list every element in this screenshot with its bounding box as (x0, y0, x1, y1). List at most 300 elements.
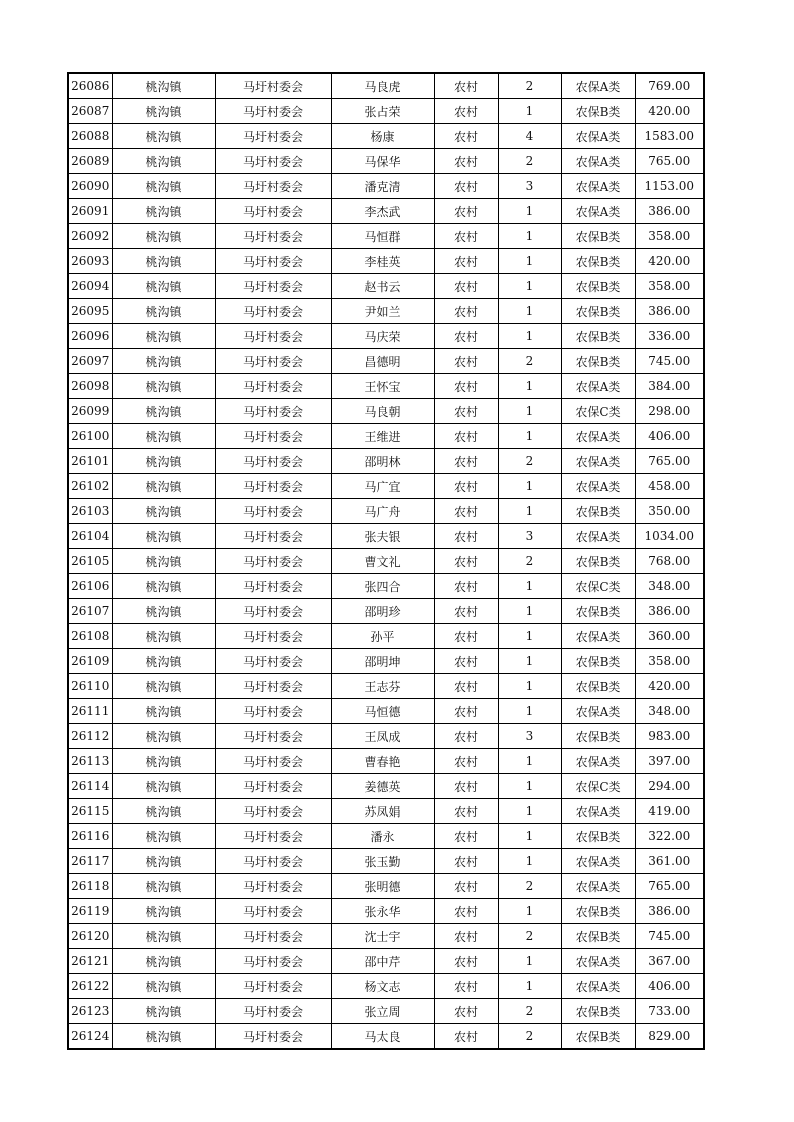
insurance-class-cell: 农保B类 (561, 649, 635, 674)
row-id-cell: 26115 (68, 799, 112, 824)
area-type-cell: 农村 (434, 724, 498, 749)
village-cell: 马圩村委会 (215, 149, 331, 174)
village-cell: 马圩村委会 (215, 99, 331, 124)
row-id-cell: 26089 (68, 149, 112, 174)
amount-cell: 733.00 (635, 999, 704, 1024)
village-cell: 马圩村委会 (215, 73, 331, 99)
person-name-cell: 潘永 (331, 824, 434, 849)
row-id-cell: 26116 (68, 824, 112, 849)
row-id-cell: 26088 (68, 124, 112, 149)
table-row (68, 899, 704, 924)
household-count-cell: 1 (498, 299, 561, 324)
insurance-class-cell: 农保B类 (561, 824, 635, 849)
town-cell: 桃沟镇 (112, 724, 215, 749)
village-cell: 马圩村委会 (215, 674, 331, 699)
household-count-cell: 2 (498, 349, 561, 374)
row-id-cell: 26109 (68, 649, 112, 674)
row-id-cell: 26118 (68, 874, 112, 899)
amount-cell: 768.00 (635, 549, 704, 574)
insurance-class-cell: 农保A类 (561, 374, 635, 399)
town-cell: 桃沟镇 (112, 349, 215, 374)
town-cell: 桃沟镇 (112, 1024, 215, 1050)
person-name-cell: 张玉勤 (331, 849, 434, 874)
person-name-cell: 张立周 (331, 999, 434, 1024)
row-id-cell: 26099 (68, 399, 112, 424)
household-count-cell: 3 (498, 524, 561, 549)
amount-cell: 765.00 (635, 449, 704, 474)
area-type-cell: 农村 (434, 749, 498, 774)
village-cell: 马圩村委会 (215, 424, 331, 449)
town-cell: 桃沟镇 (112, 924, 215, 949)
row-id-cell: 26117 (68, 849, 112, 874)
area-type-cell: 农村 (434, 824, 498, 849)
village-cell: 马圩村委会 (215, 924, 331, 949)
amount-cell: 420.00 (635, 674, 704, 699)
town-cell: 桃沟镇 (112, 524, 215, 549)
person-name-cell: 马恒群 (331, 224, 434, 249)
area-type-cell: 农村 (434, 774, 498, 799)
town-cell: 桃沟镇 (112, 899, 215, 924)
household-count-cell: 3 (498, 724, 561, 749)
table-row (68, 574, 704, 599)
person-name-cell: 李桂英 (331, 249, 434, 274)
insurance-class-cell: 农保B类 (561, 349, 635, 374)
household-count-cell: 1 (498, 424, 561, 449)
insurance-class-cell: 农保A类 (561, 124, 635, 149)
row-id-cell: 26097 (68, 349, 112, 374)
village-cell: 马圩村委会 (215, 374, 331, 399)
person-name-cell: 曹文礼 (331, 549, 434, 574)
person-name-cell: 杨康 (331, 124, 434, 149)
household-count-cell: 1 (498, 949, 561, 974)
table-row (68, 549, 704, 574)
amount-cell: 745.00 (635, 924, 704, 949)
table-row (68, 799, 704, 824)
household-count-cell: 1 (498, 699, 561, 724)
household-count-cell: 1 (498, 99, 561, 124)
row-id-cell: 26087 (68, 99, 112, 124)
area-type-cell: 农村 (434, 799, 498, 824)
household-count-cell: 1 (498, 824, 561, 849)
area-type-cell: 农村 (434, 224, 498, 249)
row-id-cell: 26122 (68, 974, 112, 999)
insurance-class-cell: 农保B类 (561, 274, 635, 299)
table-row (68, 599, 704, 624)
person-name-cell: 王怀宝 (331, 374, 434, 399)
town-cell: 桃沟镇 (112, 849, 215, 874)
town-cell: 桃沟镇 (112, 99, 215, 124)
row-id-cell: 26090 (68, 174, 112, 199)
village-cell: 马圩村委会 (215, 599, 331, 624)
village-cell: 马圩村委会 (215, 199, 331, 224)
table-row (68, 749, 704, 774)
town-cell: 桃沟镇 (112, 399, 215, 424)
area-type-cell: 农村 (434, 199, 498, 224)
town-cell: 桃沟镇 (112, 674, 215, 699)
town-cell: 桃沟镇 (112, 374, 215, 399)
village-cell: 马圩村委会 (215, 324, 331, 349)
table-row (68, 724, 704, 749)
insurance-class-cell: 农保A类 (561, 474, 635, 499)
area-type-cell: 农村 (434, 174, 498, 199)
household-count-cell: 1 (498, 774, 561, 799)
table-row (68, 849, 704, 874)
amount-cell: 420.00 (635, 249, 704, 274)
insurance-class-cell: 农保A类 (561, 749, 635, 774)
amount-cell: 360.00 (635, 624, 704, 649)
person-name-cell: 马良虎 (331, 73, 434, 99)
amount-cell: 367.00 (635, 949, 704, 974)
village-cell: 马圩村委会 (215, 174, 331, 199)
insurance-class-cell: 农保B类 (561, 249, 635, 274)
insurance-class-cell: 农保B类 (561, 224, 635, 249)
area-type-cell: 农村 (434, 474, 498, 499)
town-cell: 桃沟镇 (112, 249, 215, 274)
town-cell: 桃沟镇 (112, 73, 215, 99)
table-row (68, 324, 704, 349)
village-cell: 马圩村委会 (215, 724, 331, 749)
town-cell: 桃沟镇 (112, 699, 215, 724)
village-cell: 马圩村委会 (215, 274, 331, 299)
row-id-cell: 26086 (68, 73, 112, 99)
table-row (68, 199, 704, 224)
person-name-cell: 尹如兰 (331, 299, 434, 324)
village-cell: 马圩村委会 (215, 524, 331, 549)
person-name-cell: 杨文志 (331, 974, 434, 999)
amount-cell: 348.00 (635, 699, 704, 724)
insurance-class-cell: 农保B类 (561, 299, 635, 324)
insurance-class-cell: 农保B类 (561, 899, 635, 924)
person-name-cell: 王维进 (331, 424, 434, 449)
table-row (68, 174, 704, 199)
insurance-class-cell: 农保A类 (561, 424, 635, 449)
village-cell: 马圩村委会 (215, 899, 331, 924)
insurance-class-cell: 农保B类 (561, 924, 635, 949)
household-count-cell: 1 (498, 849, 561, 874)
insurance-class-cell: 农保B类 (561, 1024, 635, 1050)
town-cell: 桃沟镇 (112, 574, 215, 599)
area-type-cell: 农村 (434, 374, 498, 399)
town-cell: 桃沟镇 (112, 824, 215, 849)
town-cell: 桃沟镇 (112, 124, 215, 149)
village-cell: 马圩村委会 (215, 774, 331, 799)
household-count-cell: 1 (498, 599, 561, 624)
insurance-class-cell: 农保A类 (561, 449, 635, 474)
person-name-cell: 张四合 (331, 574, 434, 599)
amount-cell: 765.00 (635, 874, 704, 899)
area-type-cell: 农村 (434, 649, 498, 674)
town-cell: 桃沟镇 (112, 474, 215, 499)
village-cell: 马圩村委会 (215, 649, 331, 674)
insurance-class-cell: 农保A类 (561, 199, 635, 224)
table-row (68, 73, 704, 99)
person-name-cell: 潘克清 (331, 174, 434, 199)
person-name-cell: 王凤成 (331, 724, 434, 749)
insurance-class-cell: 农保B类 (561, 999, 635, 1024)
town-cell: 桃沟镇 (112, 299, 215, 324)
amount-cell: 829.00 (635, 1024, 704, 1050)
household-count-cell: 2 (498, 449, 561, 474)
area-type-cell: 农村 (434, 874, 498, 899)
amount-cell: 298.00 (635, 399, 704, 424)
row-id-cell: 26096 (68, 324, 112, 349)
household-count-cell: 1 (498, 624, 561, 649)
amount-cell: 358.00 (635, 224, 704, 249)
village-cell: 马圩村委会 (215, 974, 331, 999)
table-row (68, 624, 704, 649)
row-id-cell: 26113 (68, 749, 112, 774)
row-id-cell: 26105 (68, 549, 112, 574)
amount-cell: 386.00 (635, 599, 704, 624)
amount-cell: 406.00 (635, 424, 704, 449)
amount-cell: 384.00 (635, 374, 704, 399)
insurance-class-cell: 农保B类 (561, 499, 635, 524)
town-cell: 桃沟镇 (112, 324, 215, 349)
insurance-class-cell: 农保A类 (561, 174, 635, 199)
person-name-cell: 邵明林 (331, 449, 434, 474)
household-count-cell: 2 (498, 999, 561, 1024)
insurance-class-cell: 农保B类 (561, 99, 635, 124)
village-cell: 马圩村委会 (215, 499, 331, 524)
area-type-cell: 农村 (434, 599, 498, 624)
area-type-cell: 农村 (434, 99, 498, 124)
household-count-cell: 1 (498, 574, 561, 599)
town-cell: 桃沟镇 (112, 649, 215, 674)
town-cell: 桃沟镇 (112, 949, 215, 974)
insurance-class-cell: 农保A类 (561, 849, 635, 874)
household-count-cell: 1 (498, 374, 561, 399)
town-cell: 桃沟镇 (112, 499, 215, 524)
insurance-class-cell: 农保A类 (561, 73, 635, 99)
insurance-class-cell: 农保A类 (561, 699, 635, 724)
area-type-cell: 农村 (434, 424, 498, 449)
insurance-class-cell: 农保A类 (561, 949, 635, 974)
area-type-cell: 农村 (434, 299, 498, 324)
person-name-cell: 姜德英 (331, 774, 434, 799)
table-row (68, 374, 704, 399)
town-cell: 桃沟镇 (112, 549, 215, 574)
person-name-cell: 马恒德 (331, 699, 434, 724)
row-id-cell: 26123 (68, 999, 112, 1024)
amount-cell: 386.00 (635, 899, 704, 924)
town-cell: 桃沟镇 (112, 274, 215, 299)
household-count-cell: 1 (498, 749, 561, 774)
table-row (68, 674, 704, 699)
row-id-cell: 26103 (68, 499, 112, 524)
amount-cell: 769.00 (635, 73, 704, 99)
town-cell: 桃沟镇 (112, 174, 215, 199)
area-type-cell: 农村 (434, 1024, 498, 1050)
table-row (68, 699, 704, 724)
table-row (68, 499, 704, 524)
amount-cell: 983.00 (635, 724, 704, 749)
village-cell: 马圩村委会 (215, 349, 331, 374)
insurance-class-cell: 农保C类 (561, 774, 635, 799)
table-row (68, 249, 704, 274)
row-id-cell: 26091 (68, 199, 112, 224)
table-row (68, 874, 704, 899)
person-name-cell: 张永华 (331, 899, 434, 924)
row-id-cell: 26107 (68, 599, 112, 624)
area-type-cell: 农村 (434, 999, 498, 1024)
area-type-cell: 农村 (434, 699, 498, 724)
person-name-cell: 马太良 (331, 1024, 434, 1050)
household-count-cell: 2 (498, 549, 561, 574)
area-type-cell: 农村 (434, 249, 498, 274)
amount-cell: 1034.00 (635, 524, 704, 549)
person-name-cell: 张明德 (331, 874, 434, 899)
amount-cell: 419.00 (635, 799, 704, 824)
table-row (68, 824, 704, 849)
row-id-cell: 26119 (68, 899, 112, 924)
town-cell: 桃沟镇 (112, 199, 215, 224)
table-row (68, 924, 704, 949)
table-row (68, 349, 704, 374)
area-type-cell: 农村 (434, 349, 498, 374)
village-cell: 马圩村委会 (215, 449, 331, 474)
household-count-cell: 1 (498, 499, 561, 524)
area-type-cell: 农村 (434, 549, 498, 574)
table-row (68, 424, 704, 449)
table-row (68, 474, 704, 499)
row-id-cell: 26098 (68, 374, 112, 399)
row-id-cell: 26106 (68, 574, 112, 599)
area-type-cell: 农村 (434, 499, 498, 524)
row-id-cell: 26092 (68, 224, 112, 249)
amount-cell: 386.00 (635, 199, 704, 224)
area-type-cell: 农村 (434, 674, 498, 699)
village-cell: 马圩村委会 (215, 874, 331, 899)
insurance-class-cell: 农保B类 (561, 674, 635, 699)
amount-cell: 397.00 (635, 749, 704, 774)
amount-cell: 348.00 (635, 574, 704, 599)
household-count-cell: 1 (498, 974, 561, 999)
amount-cell: 358.00 (635, 649, 704, 674)
town-cell: 桃沟镇 (112, 874, 215, 899)
row-id-cell: 26095 (68, 299, 112, 324)
person-name-cell: 张夫银 (331, 524, 434, 549)
area-type-cell: 农村 (434, 399, 498, 424)
village-cell: 马圩村委会 (215, 1024, 331, 1050)
insurance-class-cell: 农保A类 (561, 874, 635, 899)
table-body (68, 73, 704, 1049)
amount-cell: 336.00 (635, 324, 704, 349)
town-cell: 桃沟镇 (112, 974, 215, 999)
row-id-cell: 26120 (68, 924, 112, 949)
table-row (68, 124, 704, 149)
area-type-cell: 农村 (434, 899, 498, 924)
town-cell: 桃沟镇 (112, 999, 215, 1024)
insurance-class-cell: 农保A类 (561, 624, 635, 649)
village-cell: 马圩村委会 (215, 949, 331, 974)
table-row (68, 974, 704, 999)
household-count-cell: 1 (498, 249, 561, 274)
person-name-cell: 邵明珍 (331, 599, 434, 624)
insurance-class-cell: 农保C类 (561, 399, 635, 424)
table-row (68, 649, 704, 674)
household-count-cell: 2 (498, 73, 561, 99)
insurance-class-cell: 农保A类 (561, 524, 635, 549)
amount-cell: 350.00 (635, 499, 704, 524)
person-name-cell: 赵书云 (331, 274, 434, 299)
table-row (68, 524, 704, 549)
household-count-cell: 1 (498, 649, 561, 674)
table-row (68, 299, 704, 324)
person-name-cell: 邵明坤 (331, 649, 434, 674)
village-cell: 马圩村委会 (215, 249, 331, 274)
town-cell: 桃沟镇 (112, 599, 215, 624)
insurance-class-cell: 农保B类 (561, 599, 635, 624)
area-type-cell: 农村 (434, 849, 498, 874)
village-cell: 马圩村委会 (215, 474, 331, 499)
amount-cell: 765.00 (635, 149, 704, 174)
town-cell: 桃沟镇 (112, 774, 215, 799)
amount-cell: 1153.00 (635, 174, 704, 199)
insurance-class-cell: 农保A类 (561, 799, 635, 824)
village-cell: 马圩村委会 (215, 549, 331, 574)
village-cell: 马圩村委会 (215, 699, 331, 724)
row-id-cell: 26112 (68, 724, 112, 749)
amount-cell: 458.00 (635, 474, 704, 499)
village-cell: 马圩村委会 (215, 574, 331, 599)
area-type-cell: 农村 (434, 149, 498, 174)
area-type-cell: 农村 (434, 524, 498, 549)
household-count-cell: 2 (498, 874, 561, 899)
area-type-cell: 农村 (434, 73, 498, 99)
amount-cell: 745.00 (635, 349, 704, 374)
village-cell: 马圩村委会 (215, 824, 331, 849)
person-name-cell: 李杰武 (331, 199, 434, 224)
area-type-cell: 农村 (434, 974, 498, 999)
household-count-cell: 3 (498, 174, 561, 199)
table-row (68, 1024, 704, 1050)
table-row (68, 949, 704, 974)
town-cell: 桃沟镇 (112, 624, 215, 649)
table-row (68, 274, 704, 299)
area-type-cell: 农村 (434, 574, 498, 599)
row-id-cell: 26121 (68, 949, 112, 974)
person-name-cell: 沈士宇 (331, 924, 434, 949)
insurance-class-cell: 农保C类 (561, 574, 635, 599)
person-name-cell: 昌德明 (331, 349, 434, 374)
amount-cell: 358.00 (635, 274, 704, 299)
row-id-cell: 26104 (68, 524, 112, 549)
amount-cell: 406.00 (635, 974, 704, 999)
village-cell: 马圩村委会 (215, 799, 331, 824)
row-id-cell: 26094 (68, 274, 112, 299)
town-cell: 桃沟镇 (112, 449, 215, 474)
person-name-cell: 邵中芹 (331, 949, 434, 974)
village-cell: 马圩村委会 (215, 224, 331, 249)
household-count-cell: 2 (498, 149, 561, 174)
household-count-cell: 2 (498, 1024, 561, 1050)
person-name-cell: 曹春艳 (331, 749, 434, 774)
household-count-cell: 1 (498, 899, 561, 924)
household-count-cell: 1 (498, 474, 561, 499)
household-count-cell: 1 (498, 274, 561, 299)
town-cell: 桃沟镇 (112, 799, 215, 824)
household-count-cell: 1 (498, 674, 561, 699)
row-id-cell: 26108 (68, 624, 112, 649)
table-row (68, 149, 704, 174)
household-count-cell: 1 (498, 799, 561, 824)
row-id-cell: 26111 (68, 699, 112, 724)
table-row (68, 224, 704, 249)
row-id-cell: 26093 (68, 249, 112, 274)
household-count-cell: 4 (498, 124, 561, 149)
person-name-cell: 王志芬 (331, 674, 434, 699)
household-count-cell: 1 (498, 224, 561, 249)
